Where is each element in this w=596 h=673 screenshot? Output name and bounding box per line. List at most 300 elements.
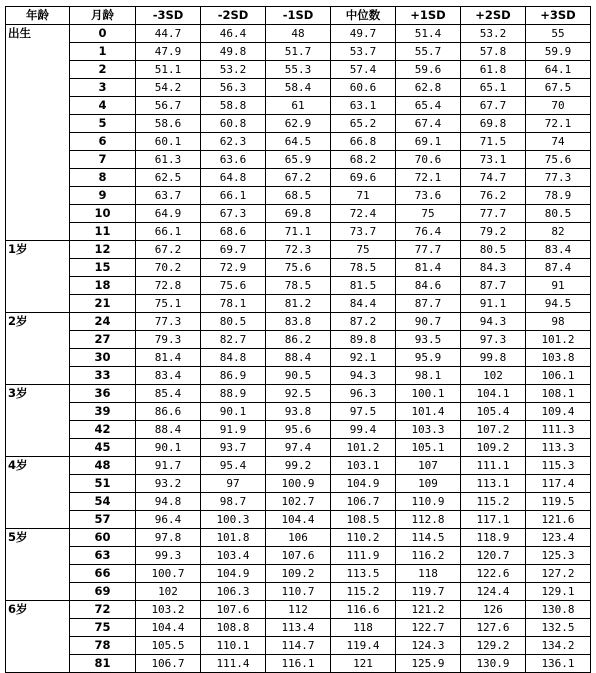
table-row — [6, 187, 591, 205]
value-cell: 115.2 — [331, 583, 396, 601]
value-cell: 61.8 — [461, 61, 526, 79]
month-cell: 75 — [70, 619, 136, 637]
value-cell: 67.2 — [136, 241, 201, 259]
value-cell: 76.2 — [461, 187, 526, 205]
month-cell: 4 — [70, 97, 136, 115]
value-cell: 69.6 — [331, 169, 396, 187]
height-reference-table — [5, 6, 591, 673]
header-minus1sd: -1SD — [266, 7, 331, 25]
value-cell: 62.9 — [266, 115, 331, 133]
month-cell: 27 — [70, 331, 136, 349]
value-cell: 58.4 — [266, 79, 331, 97]
value-cell: 65.2 — [331, 115, 396, 133]
month-cell: 24 — [70, 313, 136, 331]
month-cell: 2 — [70, 61, 136, 79]
value-cell: 116.1 — [266, 655, 331, 673]
value-cell: 104.4 — [266, 511, 331, 529]
value-cell: 100.7 — [136, 565, 201, 583]
value-cell: 63.1 — [331, 97, 396, 115]
value-cell: 75.6 — [526, 151, 591, 169]
value-cell: 64.8 — [201, 169, 266, 187]
value-cell: 62.8 — [396, 79, 461, 97]
value-cell: 78.5 — [266, 277, 331, 295]
value-cell: 81.2 — [266, 295, 331, 313]
value-cell: 113.5 — [331, 565, 396, 583]
table-row — [6, 151, 591, 169]
table-row — [6, 241, 591, 259]
month-cell: 33 — [70, 367, 136, 385]
value-cell: 61 — [266, 97, 331, 115]
value-cell: 108.5 — [331, 511, 396, 529]
value-cell: 99.8 — [461, 349, 526, 367]
value-cell: 66.1 — [201, 187, 266, 205]
value-cell: 116.2 — [396, 547, 461, 565]
table-row — [6, 97, 591, 115]
value-cell: 94.3 — [331, 367, 396, 385]
value-cell: 110.7 — [266, 583, 331, 601]
value-cell: 68.5 — [266, 187, 331, 205]
table-row — [6, 493, 591, 511]
value-cell: 109.4 — [526, 403, 591, 421]
header-median: 中位数 — [331, 7, 396, 25]
table-row — [6, 295, 591, 313]
value-cell: 99.3 — [136, 547, 201, 565]
value-cell: 71 — [331, 187, 396, 205]
value-cell: 108.1 — [526, 385, 591, 403]
value-cell: 70.2 — [136, 259, 201, 277]
value-cell: 113.3 — [526, 439, 591, 457]
value-cell: 56.7 — [136, 97, 201, 115]
value-cell: 61.3 — [136, 151, 201, 169]
header-minus2sd: -2SD — [201, 7, 266, 25]
value-cell: 60.6 — [331, 79, 396, 97]
month-cell: 3 — [70, 79, 136, 97]
value-cell: 84.3 — [461, 259, 526, 277]
header-plus1sd: +1SD — [396, 7, 461, 25]
table-row — [6, 205, 591, 223]
value-cell: 103.8 — [526, 349, 591, 367]
value-cell: 132.5 — [526, 619, 591, 637]
month-cell: 81 — [70, 655, 136, 673]
value-cell: 51.7 — [266, 43, 331, 61]
value-cell: 44.7 — [136, 25, 201, 43]
value-cell: 87.4 — [526, 259, 591, 277]
value-cell: 118.9 — [461, 529, 526, 547]
month-cell: 63 — [70, 547, 136, 565]
value-cell: 76.4 — [396, 223, 461, 241]
value-cell: 78.5 — [331, 259, 396, 277]
month-cell: 42 — [70, 421, 136, 439]
value-cell: 70 — [526, 97, 591, 115]
value-cell: 107.6 — [266, 547, 331, 565]
value-cell: 124.3 — [396, 637, 461, 655]
value-cell: 57.8 — [461, 43, 526, 61]
table-row — [6, 223, 591, 241]
value-cell: 82 — [526, 223, 591, 241]
table-row — [6, 619, 591, 637]
table-row — [6, 565, 591, 583]
value-cell: 78.9 — [526, 187, 591, 205]
value-cell: 85.4 — [136, 385, 201, 403]
month-cell: 6 — [70, 133, 136, 151]
age-group-cell: 6岁 — [6, 601, 70, 673]
value-cell: 119.5 — [526, 493, 591, 511]
value-cell: 93.2 — [136, 475, 201, 493]
table-row — [6, 259, 591, 277]
value-cell: 67.7 — [461, 97, 526, 115]
value-cell: 118 — [331, 619, 396, 637]
table-row — [6, 61, 591, 79]
value-cell: 75 — [331, 241, 396, 259]
month-cell: 45 — [70, 439, 136, 457]
value-cell: 95.6 — [266, 421, 331, 439]
value-cell: 46.4 — [201, 25, 266, 43]
value-cell: 66.8 — [331, 133, 396, 151]
value-cell: 72.8 — [136, 277, 201, 295]
value-cell: 60.1 — [136, 133, 201, 151]
value-cell: 120.7 — [461, 547, 526, 565]
value-cell: 75.1 — [136, 295, 201, 313]
month-cell: 11 — [70, 223, 136, 241]
value-cell: 83.8 — [266, 313, 331, 331]
table-row — [6, 115, 591, 133]
value-cell: 64.9 — [136, 205, 201, 223]
month-cell: 7 — [70, 151, 136, 169]
value-cell: 110.9 — [396, 493, 461, 511]
age-group-cell: 出生 — [6, 25, 70, 241]
month-cell: 18 — [70, 277, 136, 295]
value-cell: 101.2 — [331, 439, 396, 457]
table-row — [6, 367, 591, 385]
value-cell: 104.9 — [331, 475, 396, 493]
value-cell: 66.1 — [136, 223, 201, 241]
value-cell: 112.8 — [396, 511, 461, 529]
value-cell: 58.6 — [136, 115, 201, 133]
value-cell: 72.1 — [526, 115, 591, 133]
age-group-cell: 4岁 — [6, 457, 70, 529]
value-cell: 117.4 — [526, 475, 591, 493]
value-cell: 53.2 — [201, 61, 266, 79]
value-cell: 74.7 — [461, 169, 526, 187]
value-cell: 99.4 — [331, 421, 396, 439]
table-row — [6, 637, 591, 655]
value-cell: 84.8 — [201, 349, 266, 367]
value-cell: 70.6 — [396, 151, 461, 169]
value-cell: 80.5 — [201, 313, 266, 331]
value-cell: 88.4 — [136, 421, 201, 439]
value-cell: 121.6 — [526, 511, 591, 529]
table-row — [6, 457, 591, 475]
table-row — [6, 421, 591, 439]
value-cell: 81.4 — [136, 349, 201, 367]
value-cell: 69.8 — [266, 205, 331, 223]
header-minus3sd: -3SD — [136, 7, 201, 25]
month-cell: 9 — [70, 187, 136, 205]
value-cell: 110.2 — [331, 529, 396, 547]
value-cell: 67.3 — [201, 205, 266, 223]
value-cell: 47.9 — [136, 43, 201, 61]
value-cell: 90.7 — [396, 313, 461, 331]
value-cell: 115.2 — [461, 493, 526, 511]
value-cell: 99.2 — [266, 457, 331, 475]
month-cell: 8 — [70, 169, 136, 187]
value-cell: 103.4 — [201, 547, 266, 565]
value-cell: 83.4 — [526, 241, 591, 259]
value-cell: 51.1 — [136, 61, 201, 79]
value-cell: 65.1 — [461, 79, 526, 97]
value-cell: 83.4 — [136, 367, 201, 385]
value-cell: 58.8 — [201, 97, 266, 115]
table-row — [6, 601, 591, 619]
value-cell: 116.6 — [331, 601, 396, 619]
table-row — [6, 583, 591, 601]
month-cell: 5 — [70, 115, 136, 133]
value-cell: 106.7 — [136, 655, 201, 673]
header-month: 月龄 — [70, 7, 136, 25]
month-cell: 30 — [70, 349, 136, 367]
header-age: 年龄 — [6, 7, 70, 25]
value-cell: 77.3 — [136, 313, 201, 331]
value-cell: 62.5 — [136, 169, 201, 187]
value-cell: 102 — [461, 367, 526, 385]
value-cell: 103.3 — [396, 421, 461, 439]
value-cell: 111.9 — [331, 547, 396, 565]
value-cell: 69.8 — [461, 115, 526, 133]
table-row — [6, 331, 591, 349]
value-cell: 111.4 — [201, 655, 266, 673]
value-cell: 74 — [526, 133, 591, 151]
value-cell: 98.7 — [201, 493, 266, 511]
table-row — [6, 511, 591, 529]
month-cell: 12 — [70, 241, 136, 259]
value-cell: 97.8 — [136, 529, 201, 547]
table-row — [6, 133, 591, 151]
month-cell: 51 — [70, 475, 136, 493]
value-cell: 130.9 — [461, 655, 526, 673]
month-cell: 60 — [70, 529, 136, 547]
value-cell: 101.2 — [526, 331, 591, 349]
value-cell: 90.1 — [201, 403, 266, 421]
value-cell: 53.2 — [461, 25, 526, 43]
age-group-cell: 3岁 — [6, 385, 70, 457]
value-cell: 75.6 — [266, 259, 331, 277]
value-cell: 119.7 — [396, 583, 461, 601]
month-cell: 54 — [70, 493, 136, 511]
value-cell: 69.7 — [201, 241, 266, 259]
value-cell: 77.3 — [526, 169, 591, 187]
table-row — [6, 403, 591, 421]
value-cell: 72.9 — [201, 259, 266, 277]
table-body — [6, 25, 591, 673]
value-cell: 122.6 — [461, 565, 526, 583]
growth-table-container — [5, 6, 591, 673]
value-cell: 90.5 — [266, 367, 331, 385]
value-cell: 82.7 — [201, 331, 266, 349]
value-cell: 91 — [526, 277, 591, 295]
value-cell: 63.6 — [201, 151, 266, 169]
value-cell: 106.3 — [201, 583, 266, 601]
value-cell: 98 — [526, 313, 591, 331]
value-cell: 136.1 — [526, 655, 591, 673]
value-cell: 80.5 — [461, 241, 526, 259]
month-cell: 72 — [70, 601, 136, 619]
value-cell: 93.8 — [266, 403, 331, 421]
value-cell: 119.4 — [331, 637, 396, 655]
month-cell: 66 — [70, 565, 136, 583]
value-cell: 69.1 — [396, 133, 461, 151]
value-cell: 86.2 — [266, 331, 331, 349]
value-cell: 100.1 — [396, 385, 461, 403]
value-cell: 104.9 — [201, 565, 266, 583]
value-cell: 75 — [396, 205, 461, 223]
value-cell: 115.3 — [526, 457, 591, 475]
value-cell: 49.7 — [331, 25, 396, 43]
value-cell: 88.4 — [266, 349, 331, 367]
table-row — [6, 169, 591, 187]
table-row — [6, 547, 591, 565]
value-cell: 118 — [396, 565, 461, 583]
value-cell: 105.4 — [461, 403, 526, 421]
value-cell: 86.6 — [136, 403, 201, 421]
table-row — [6, 385, 591, 403]
table-row — [6, 349, 591, 367]
value-cell: 103.1 — [331, 457, 396, 475]
value-cell: 62.3 — [201, 133, 266, 151]
value-cell: 107 — [396, 457, 461, 475]
value-cell: 104.4 — [136, 619, 201, 637]
value-cell: 57.4 — [331, 61, 396, 79]
value-cell: 101.4 — [396, 403, 461, 421]
value-cell: 79.3 — [136, 331, 201, 349]
value-cell: 73.1 — [461, 151, 526, 169]
value-cell: 78.1 — [201, 295, 266, 313]
value-cell: 63.7 — [136, 187, 201, 205]
value-cell: 129.2 — [461, 637, 526, 655]
month-cell: 0 — [70, 25, 136, 43]
value-cell: 55.3 — [266, 61, 331, 79]
value-cell: 121.2 — [396, 601, 461, 619]
month-cell: 21 — [70, 295, 136, 313]
value-cell: 123.4 — [526, 529, 591, 547]
value-cell: 106.1 — [526, 367, 591, 385]
value-cell: 127.6 — [461, 619, 526, 637]
value-cell: 109 — [396, 475, 461, 493]
value-cell: 59.9 — [526, 43, 591, 61]
value-cell: 114.5 — [396, 529, 461, 547]
month-cell: 15 — [70, 259, 136, 277]
value-cell: 122.7 — [396, 619, 461, 637]
value-cell: 73.7 — [331, 223, 396, 241]
value-cell: 94.3 — [461, 313, 526, 331]
value-cell: 97 — [201, 475, 266, 493]
header-row — [6, 7, 591, 25]
value-cell: 81.4 — [396, 259, 461, 277]
value-cell: 53.7 — [331, 43, 396, 61]
value-cell: 80.5 — [526, 205, 591, 223]
value-cell: 102 — [136, 583, 201, 601]
value-cell: 94.8 — [136, 493, 201, 511]
value-cell: 104.1 — [461, 385, 526, 403]
value-cell: 125.9 — [396, 655, 461, 673]
value-cell: 114.7 — [266, 637, 331, 655]
value-cell: 79.2 — [461, 223, 526, 241]
value-cell: 96.3 — [331, 385, 396, 403]
month-cell: 78 — [70, 637, 136, 655]
month-cell: 57 — [70, 511, 136, 529]
value-cell: 64.1 — [526, 61, 591, 79]
value-cell: 101.8 — [201, 529, 266, 547]
value-cell: 92.1 — [331, 349, 396, 367]
value-cell: 54.2 — [136, 79, 201, 97]
value-cell: 102.7 — [266, 493, 331, 511]
value-cell: 89.8 — [331, 331, 396, 349]
value-cell: 121 — [331, 655, 396, 673]
value-cell: 98.1 — [396, 367, 461, 385]
value-cell: 91.9 — [201, 421, 266, 439]
age-group-cell: 5岁 — [6, 529, 70, 601]
value-cell: 91.7 — [136, 457, 201, 475]
value-cell: 56.3 — [201, 79, 266, 97]
value-cell: 111.1 — [461, 457, 526, 475]
value-cell: 88.9 — [201, 385, 266, 403]
value-cell: 124.4 — [461, 583, 526, 601]
value-cell: 97.3 — [461, 331, 526, 349]
value-cell: 87.7 — [461, 277, 526, 295]
value-cell: 92.5 — [266, 385, 331, 403]
value-cell: 126 — [461, 601, 526, 619]
value-cell: 59.6 — [396, 61, 461, 79]
value-cell: 65.4 — [396, 97, 461, 115]
header-plus2sd: +2SD — [461, 7, 526, 25]
value-cell: 130.8 — [526, 601, 591, 619]
value-cell: 103.2 — [136, 601, 201, 619]
value-cell: 105.1 — [396, 439, 461, 457]
value-cell: 48 — [266, 25, 331, 43]
table-row — [6, 475, 591, 493]
value-cell: 129.1 — [526, 583, 591, 601]
table-row — [6, 313, 591, 331]
month-cell: 69 — [70, 583, 136, 601]
value-cell: 111.3 — [526, 421, 591, 439]
value-cell: 51.4 — [396, 25, 461, 43]
value-cell: 86.9 — [201, 367, 266, 385]
value-cell: 68.2 — [331, 151, 396, 169]
value-cell: 100.9 — [266, 475, 331, 493]
value-cell: 49.8 — [201, 43, 266, 61]
value-cell: 55.7 — [396, 43, 461, 61]
value-cell: 110.1 — [201, 637, 266, 655]
value-cell: 91.1 — [461, 295, 526, 313]
value-cell: 107.2 — [461, 421, 526, 439]
table-row — [6, 79, 591, 97]
value-cell: 87.2 — [331, 313, 396, 331]
value-cell: 65.9 — [266, 151, 331, 169]
value-cell: 67.5 — [526, 79, 591, 97]
value-cell: 134.2 — [526, 637, 591, 655]
age-group-cell: 1岁 — [6, 241, 70, 313]
value-cell: 72.3 — [266, 241, 331, 259]
value-cell: 109.2 — [461, 439, 526, 457]
value-cell: 105.5 — [136, 637, 201, 655]
value-cell: 71.5 — [461, 133, 526, 151]
value-cell: 60.8 — [201, 115, 266, 133]
value-cell: 90.1 — [136, 439, 201, 457]
value-cell: 97.4 — [266, 439, 331, 457]
age-group-cell: 2岁 — [6, 313, 70, 385]
value-cell: 72.4 — [331, 205, 396, 223]
value-cell: 125.3 — [526, 547, 591, 565]
value-cell: 96.4 — [136, 511, 201, 529]
